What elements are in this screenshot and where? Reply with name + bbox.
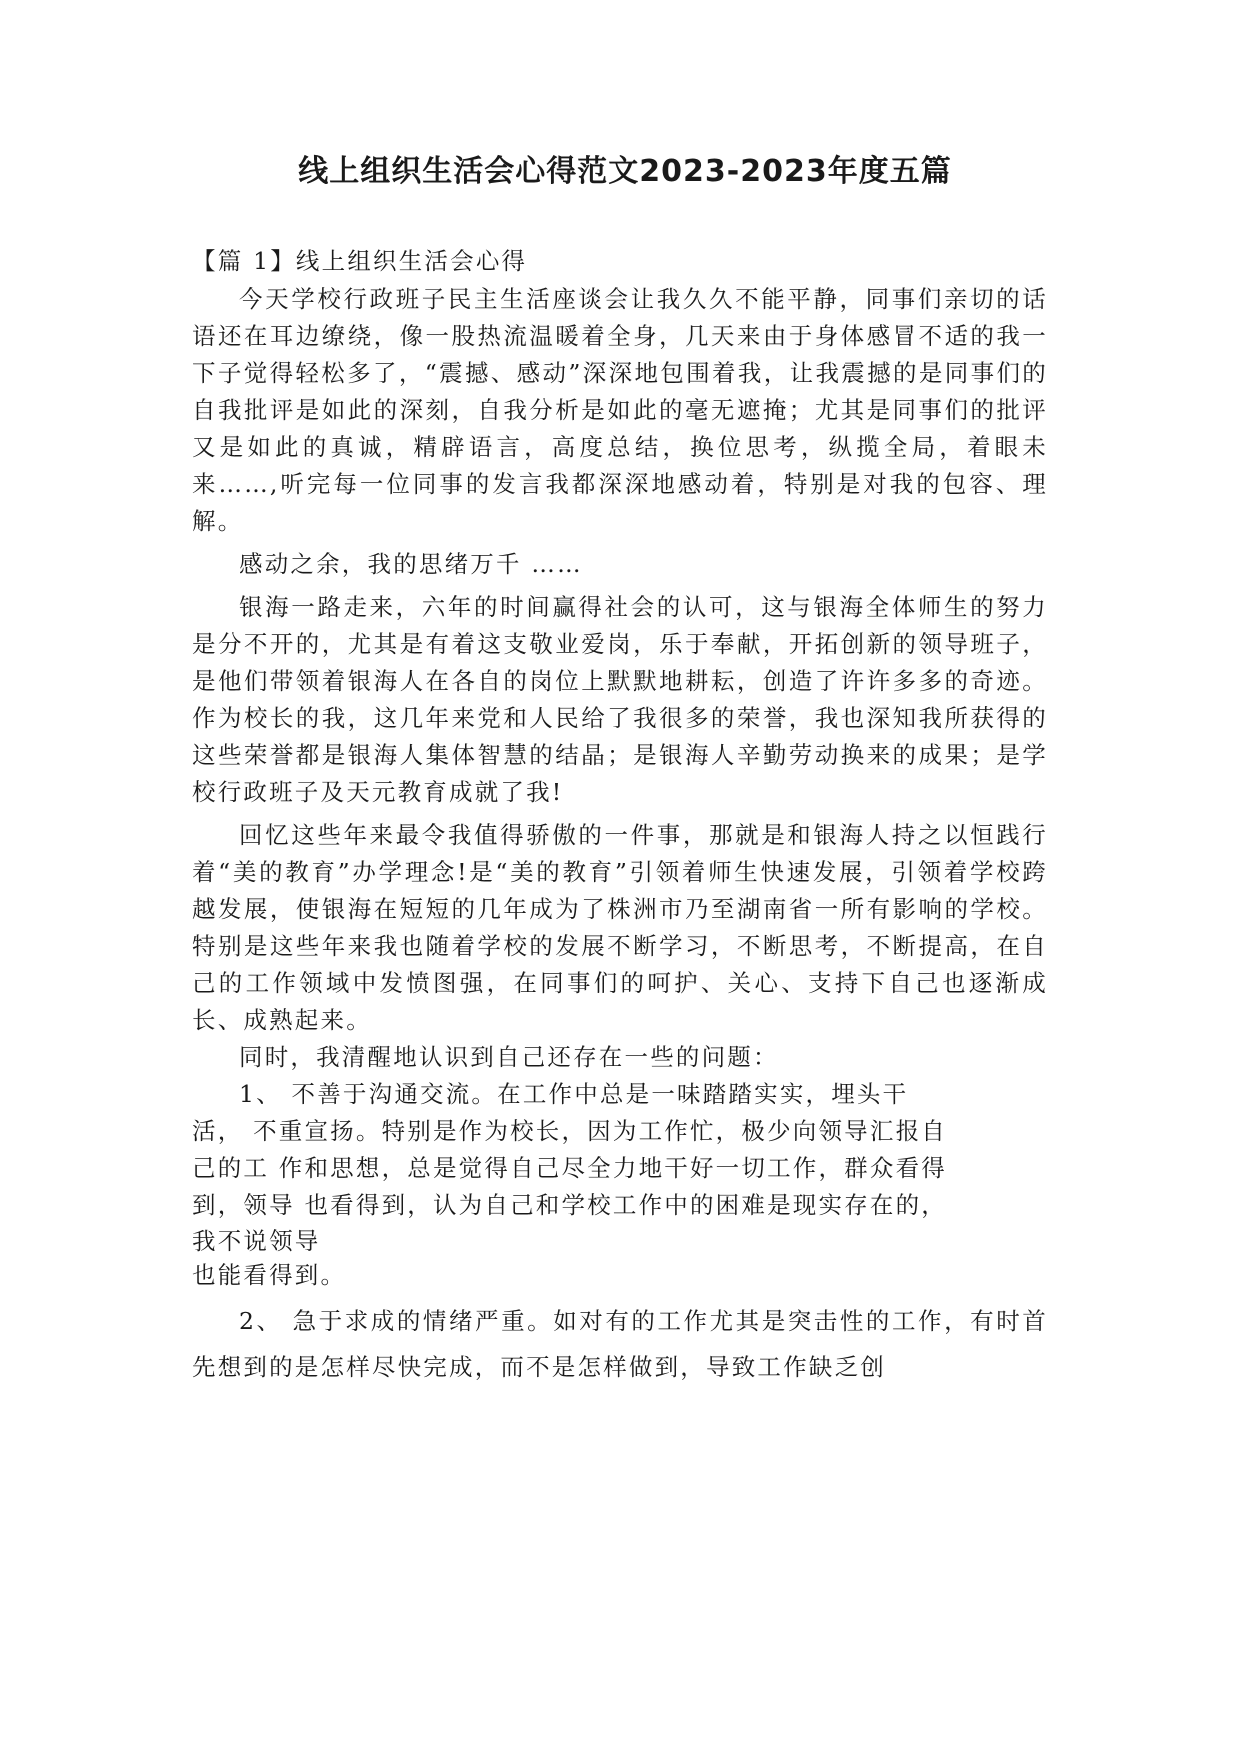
paragraph-2: 感动之余，我的思绪万千 …… xyxy=(239,550,583,578)
paragraph-5: 同时，我清醒地认识到自己还存在一些的问题： xyxy=(239,1043,779,1071)
list-item-2: 2、 急于求成的情绪严重。如对有的工作尤其是突击性的工作，有时首先想到的是怎样尽快完成，而不是怎样做到，导致工作缺乏创 xyxy=(192,1307,1048,1381)
list-item-1-line: 我不说领导 xyxy=(192,1227,321,1255)
document-title: 线上组织生活会心得范文2023-2023年度五篇 xyxy=(298,154,952,189)
paragraph-4: 回忆这些年来最令我值得骄傲的一件事，那就是和银海人持之以恒践行着“美的教育”办学理念!是“美的教育”引领着师生快速发展，引领着学校跨越发展，使银海在短短的几年成为了株洲市乃至湖南省一所有影响的学校。特别是这些年来我也随着学校的发展不断学习，不断思考，不断提高，在自己的工作领域中发愤图强，在同事们的呵护、关心、支持下自己也逐渐成长、成熟起来。 xyxy=(192,821,1048,1034)
section-heading: 【篇 1】线上组织生活会心得 xyxy=(192,247,528,275)
list-item-1-line: 己的工 作和思想，总是觉得自己尽全力地干好一切工作，群众看得 xyxy=(192,1154,947,1182)
list-item-1-line: 活， 不重宣扬。特别是作为校长，因为工作忙，极少向领导汇报自 xyxy=(192,1117,947,1145)
list-item-1-line: 到，领导 也看得到，认为自己和学校工作中的困难是现实存在的， xyxy=(192,1191,947,1219)
list-item-1 xyxy=(192,1076,1048,1292)
paragraph-1: 今天学校行政班子民主生活座谈会让我久久不能平静，同事们亲切的话语还在耳边缭绕，像一股热流温暖着全身，几天来由于身体感冒不适的我一下子觉得轻松多了，“震撼、感动”深深地包围着我，让我震撼的是同事们的自我批评是如此的深刻，自我分析是如此的毫无遮掩；尤其是同事们的批评又是如此的真诚，精辟语言，高度总结，换位思考，纵揽全局，着眼未来……,听完每一位同事的发言我都深深地感动着，特别是对我的包容、理解。 xyxy=(192,285,1048,535)
document-body xyxy=(192,243,1048,1390)
paragraph-3: 银海一路走来，六年的时间赢得社会的认可，这与银海全体师生的努力是分不开的，尤其是有着这支敬业爱岗，乐于奉献，开拓创新的领导班子，是他们带领着银海人在各自的岗位上默默地耕耘，创造了许许多多的奇迹。作为校长的我，这几年来党和人民给了我很多的荣誉，我也深知我所获得的这些荣誉都是银海人集体智慧的结晶；是银海人辛勤劳动换来的成果；是学校行政班子及天元教育成就了我! xyxy=(192,593,1048,806)
list-item-1-line: 也能看得到。 xyxy=(192,1261,347,1289)
list-item-1-line: 1、 不善于沟通交流。在工作中总是一味踏踏实实，埋头干 xyxy=(239,1080,909,1108)
